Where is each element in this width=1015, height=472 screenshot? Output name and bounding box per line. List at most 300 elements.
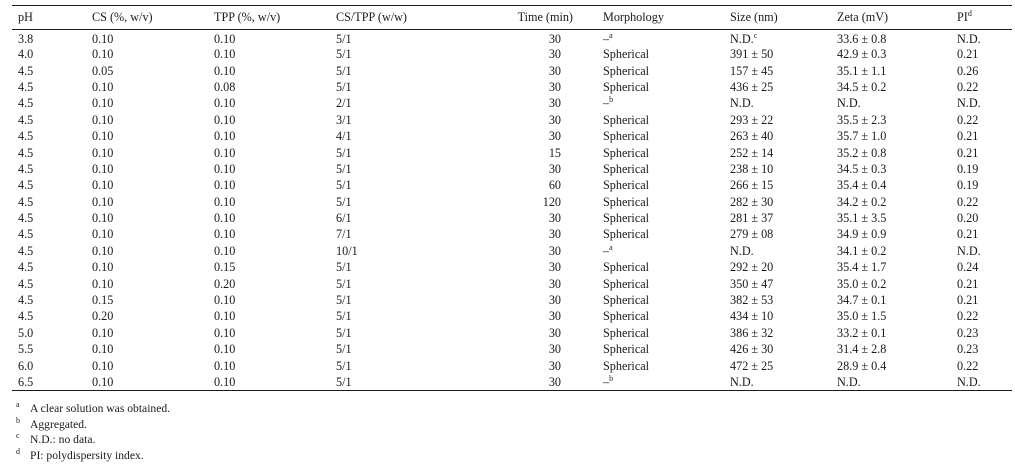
cell-ratio-text: 5/1 [336, 145, 352, 160]
cell-zeta-text: 35.1 ± 1.1 [837, 63, 887, 78]
cell-tpp-text: 0.10 [214, 145, 236, 160]
header-ratio: CS/TPP (w/w) [330, 6, 472, 30]
cell-pi-text: N.D. [957, 374, 981, 389]
cell-zeta [831, 243, 951, 259]
cell-tpp [208, 226, 330, 242]
cell-size-text: 472 ± 25 [730, 358, 774, 373]
cell-time [472, 243, 597, 259]
cell-ph-text: 4.5 [18, 260, 34, 275]
footnote-mark: d [967, 8, 972, 18]
cell-cs-text: 0.10 [92, 145, 114, 160]
cell-time-text: 30 [548, 227, 561, 242]
cell-cs [86, 226, 208, 242]
cell-morphology [597, 144, 724, 160]
cell-zeta [831, 194, 951, 210]
cell-cs [86, 95, 208, 111]
cell-pi [951, 292, 1012, 308]
cell-pi [951, 177, 1012, 193]
cell-cs-text: 0.10 [92, 325, 114, 340]
footnote-mark: a [609, 30, 613, 40]
cell-time [472, 128, 597, 144]
cell-ph [12, 46, 86, 62]
cell-pi [951, 210, 1012, 226]
cell-ph [12, 292, 86, 308]
cell-pi-text: 0.20 [957, 211, 979, 226]
table-row [12, 112, 1012, 128]
cell-ph [12, 275, 86, 291]
cell-tpp [208, 46, 330, 62]
cell-cs [86, 210, 208, 226]
footnote-text: Aggregated. [30, 417, 87, 431]
cell-time [472, 325, 597, 341]
cell-cs [86, 275, 208, 291]
cell-ratio [330, 46, 472, 62]
cell-morphology-text: Spherical [603, 358, 650, 373]
cell-time-text: 30 [548, 325, 561, 340]
cell-cs-text: 0.10 [92, 227, 114, 242]
cell-ratio [330, 210, 472, 226]
cell-pi [951, 357, 1012, 373]
cell-size-text: 293 ± 22 [730, 112, 774, 127]
cell-time [472, 30, 597, 47]
cell-zeta [831, 128, 951, 144]
cell-size [724, 161, 831, 177]
cell-zeta-text: 34.7 ± 0.1 [837, 293, 887, 308]
cell-ratio-text: 5/1 [336, 47, 352, 62]
cell-zeta [831, 30, 951, 47]
footnote-text: A clear solution was obtained. [30, 402, 171, 415]
footnote-text: N.D.: no data. [30, 433, 96, 447]
cell-pi [951, 275, 1012, 291]
cell-ratio [330, 95, 472, 111]
cell-pi [951, 259, 1012, 275]
cell-time [472, 341, 597, 357]
table-row [12, 95, 1012, 111]
cell-ph [12, 30, 86, 47]
cell-morphology-text: Spherical [603, 47, 650, 62]
cell-zeta [831, 292, 951, 308]
cell-time-text: 30 [548, 276, 561, 291]
table-row [12, 275, 1012, 291]
cell-zeta-text: 35.0 ± 0.2 [837, 276, 887, 291]
cell-pi [951, 62, 1012, 78]
cell-ph [12, 374, 86, 390]
cell-size [724, 194, 831, 210]
cell-zeta [831, 177, 951, 193]
cell-pi [951, 194, 1012, 210]
cell-ratio [330, 243, 472, 259]
cell-ph [12, 243, 86, 259]
cell-size-text: 434 ± 10 [730, 309, 774, 324]
cell-zeta [831, 62, 951, 78]
cell-morphology-text: Spherical [603, 211, 650, 226]
cell-zeta [831, 325, 951, 341]
cell-tpp [208, 144, 330, 160]
cell-tpp-text: 0.10 [214, 309, 236, 324]
cell-ratio [330, 30, 472, 47]
cell-morphology [597, 194, 724, 210]
cell-cs-text: 0.10 [92, 342, 114, 357]
cell-size-text: 391 ± 50 [730, 47, 774, 62]
cell-morphology-text: Spherical [603, 194, 650, 209]
table-row [12, 210, 1012, 226]
cell-pi [951, 243, 1012, 259]
cell-ph-text: 4.0 [18, 47, 34, 62]
cell-tpp-text: 0.10 [214, 47, 236, 62]
cell-morphology [597, 325, 724, 341]
cell-ph-text: 4.5 [18, 276, 34, 291]
cell-morphology-text: – [603, 32, 610, 46]
cell-tpp-text: 0.10 [214, 358, 236, 373]
cell-cs [86, 292, 208, 308]
cell-tpp-text: 0.10 [214, 325, 236, 340]
cell-ratio [330, 144, 472, 160]
cell-morphology-text: Spherical [603, 112, 650, 127]
cell-cs-text: 0.10 [92, 194, 114, 209]
cell-size-text: N.D. [730, 32, 754, 46]
cell-tpp-text: 0.10 [214, 112, 236, 127]
cell-size [724, 95, 831, 111]
cell-zeta [831, 275, 951, 291]
cell-pi [951, 341, 1012, 357]
cell-zeta [831, 144, 951, 160]
table-row [12, 128, 1012, 144]
cell-ph [12, 259, 86, 275]
table-row [12, 62, 1012, 78]
cell-ph [12, 144, 86, 160]
cell-time-text: 30 [548, 293, 561, 308]
cell-morphology-text: Spherical [603, 161, 650, 176]
cell-pi-text: 0.19 [957, 178, 979, 193]
cell-time-text: 30 [548, 211, 561, 226]
cell-ratio-text: 6/1 [336, 211, 352, 226]
cell-cs [86, 46, 208, 62]
cell-morphology-text: Spherical [603, 293, 650, 308]
header-time: Time (min) [472, 6, 597, 30]
cell-pi-text: 0.22 [957, 112, 979, 127]
cell-morphology-text: Spherical [603, 79, 650, 94]
cell-size-text: 263 ± 40 [730, 129, 774, 144]
cell-morphology [597, 308, 724, 324]
cell-ph-text: 4.5 [18, 96, 34, 111]
cell-size [724, 177, 831, 193]
cell-morphology-text: Spherical [603, 276, 650, 291]
cell-cs [86, 30, 208, 47]
cell-tpp-text: 0.10 [214, 96, 236, 111]
cell-tpp [208, 210, 330, 226]
cell-size [724, 144, 831, 160]
cell-ratio [330, 62, 472, 78]
cell-morphology [597, 275, 724, 291]
cell-ratio [330, 112, 472, 128]
cell-time [472, 292, 597, 308]
cell-ratio-text: 5/1 [336, 178, 352, 193]
cell-morphology [597, 128, 724, 144]
cell-size-text: N.D. [730, 374, 754, 389]
cell-tpp [208, 243, 330, 259]
header-zeta: Zeta (mV) [831, 6, 951, 30]
header-pi-label: PI [957, 10, 968, 24]
cell-time-text: 120 [542, 194, 561, 209]
cell-time-text: 30 [548, 47, 561, 62]
table-row [12, 374, 1012, 390]
cell-ph-text: 5.0 [18, 325, 34, 340]
cell-size [724, 325, 831, 341]
cell-cs [86, 144, 208, 160]
cell-cs-text: 0.10 [92, 178, 114, 193]
cell-pi [951, 95, 1012, 111]
cell-cs [86, 62, 208, 78]
cell-tpp-text: 0.10 [214, 374, 236, 389]
cell-time-text: 30 [548, 358, 561, 373]
cell-zeta [831, 161, 951, 177]
cell-zeta-text: 28.9 ± 0.4 [837, 358, 887, 373]
cell-time-text: 30 [548, 129, 561, 144]
cell-ph-text: 4.5 [18, 63, 34, 78]
cell-morphology [597, 357, 724, 373]
cell-tpp [208, 128, 330, 144]
cell-tpp [208, 112, 330, 128]
cell-morphology-text: – [603, 243, 610, 258]
cell-tpp-text: 0.10 [214, 63, 236, 78]
cell-ph-text: 4.5 [18, 129, 34, 144]
header-row [12, 6, 1012, 30]
cell-zeta-text: 33.6 ± 0.8 [837, 32, 887, 46]
footnote-mark: a [609, 242, 613, 252]
cell-ph [12, 210, 86, 226]
cell-cs-text: 0.10 [92, 260, 114, 275]
cell-tpp-text: 0.10 [214, 129, 236, 144]
cell-time-text: 30 [548, 342, 561, 357]
cell-pi-text: 0.21 [957, 227, 979, 242]
cell-tpp [208, 62, 330, 78]
cell-size-text: 281 ± 37 [730, 211, 774, 226]
cell-morphology-text: Spherical [603, 260, 650, 275]
cell-zeta-text: N.D. [837, 374, 861, 389]
cell-time-text: 60 [548, 178, 561, 193]
cell-cs-text: 0.15 [92, 293, 114, 308]
cell-pi [951, 161, 1012, 177]
table-row [12, 177, 1012, 193]
cell-morphology [597, 95, 724, 111]
cell-time-text: 30 [548, 63, 561, 78]
cell-cs-text: 0.10 [92, 96, 114, 111]
cell-ratio [330, 325, 472, 341]
cell-zeta-text: 35.4 ± 0.4 [837, 178, 887, 193]
cell-ph-text: 4.5 [18, 112, 34, 127]
header-tpp: TPP (%, w/v) [208, 6, 330, 30]
cell-zeta [831, 226, 951, 242]
cell-tpp [208, 275, 330, 291]
cell-time [472, 259, 597, 275]
cell-cs-text: 0.10 [92, 358, 114, 373]
cell-ph-text: 4.5 [18, 178, 34, 193]
cell-morphology-text: – [603, 96, 610, 111]
cell-time [472, 177, 597, 193]
cell-morphology [597, 46, 724, 62]
footnote-mark: b [609, 373, 614, 383]
cell-ratio [330, 341, 472, 357]
cell-zeta [831, 357, 951, 373]
cell-tpp [208, 259, 330, 275]
cell-pi-text: 0.21 [957, 145, 979, 160]
cell-size [724, 112, 831, 128]
footnote: $^b$ Aggregated. [16, 415, 87, 431]
cell-pi-text: 0.21 [957, 47, 979, 62]
cell-pi-text: 0.22 [957, 309, 979, 324]
cell-ph [12, 95, 86, 111]
cell-cs-text: 0.10 [92, 211, 114, 226]
cell-pi [951, 128, 1012, 144]
cell-pi-text: 0.23 [957, 325, 979, 340]
cell-ratio-text: 5/1 [336, 342, 352, 357]
table-row [12, 243, 1012, 259]
cell-cs-text: 0.10 [92, 112, 114, 127]
cell-pi-text: 0.21 [957, 276, 979, 291]
cell-pi [951, 79, 1012, 95]
cell-morphology [597, 210, 724, 226]
cell-size [724, 128, 831, 144]
cell-morphology-text: Spherical [603, 145, 650, 160]
footnote-mark: b [609, 95, 614, 105]
cell-pi [951, 325, 1012, 341]
cell-time-text: 30 [548, 243, 561, 258]
cell-ph-text: 4.5 [18, 145, 34, 160]
cell-size-text: N.D. [730, 96, 754, 111]
cell-time-text: 30 [548, 112, 561, 127]
cell-ph [12, 79, 86, 95]
cell-morphology [597, 341, 724, 357]
cell-time-text: 30 [548, 79, 561, 94]
cell-cs [86, 374, 208, 390]
cell-ph [12, 128, 86, 144]
cell-morphology [597, 62, 724, 78]
header-morphology: Morphology [597, 6, 724, 30]
cell-tpp [208, 194, 330, 210]
cell-zeta-text: 34.1 ± 0.2 [837, 243, 887, 258]
cell-morphology [597, 161, 724, 177]
cell-pi-text: 0.23 [957, 342, 979, 357]
cell-cs-text: 0.10 [92, 32, 114, 46]
cell-morphology [597, 226, 724, 242]
cell-tpp [208, 374, 330, 390]
cell-cs [86, 177, 208, 193]
cell-ph [12, 341, 86, 357]
cell-ph-text: 5.5 [18, 342, 34, 357]
cell-size-text: 266 ± 15 [730, 178, 774, 193]
table-row [12, 161, 1012, 177]
cell-zeta-text: 34.5 ± 0.3 [837, 161, 887, 176]
cell-ratio-text: 5/1 [336, 161, 352, 176]
cell-time-text: 30 [548, 260, 561, 275]
table-row [12, 259, 1012, 275]
cell-pi [951, 112, 1012, 128]
cell-pi-text: 0.19 [957, 161, 979, 176]
cell-time [472, 62, 597, 78]
cell-zeta-text: 42.9 ± 0.3 [837, 47, 887, 62]
cell-ph [12, 308, 86, 324]
cell-time [472, 161, 597, 177]
cell-cs [86, 128, 208, 144]
cell-time-text: 30 [548, 161, 561, 176]
cell-pi-text: 0.22 [957, 358, 979, 373]
cell-ratio [330, 374, 472, 390]
cell-pi-text: 0.22 [957, 79, 979, 94]
cell-tpp [208, 177, 330, 193]
cell-zeta [831, 308, 951, 324]
cell-size [724, 308, 831, 324]
cell-size-text: 436 ± 25 [730, 79, 774, 94]
cell-size [724, 210, 831, 226]
cell-tpp-text: 0.20 [214, 276, 236, 291]
table-row [12, 357, 1012, 373]
cell-cs [86, 194, 208, 210]
cell-zeta [831, 341, 951, 357]
cell-cs-text: 0.05 [92, 63, 114, 78]
cell-time [472, 79, 597, 95]
cell-tpp-text: 0.10 [214, 178, 236, 193]
header-pi [951, 6, 1012, 30]
cell-morphology [597, 177, 724, 193]
cell-ratio-text: 5/1 [336, 374, 352, 389]
cell-tpp [208, 161, 330, 177]
cell-ph [12, 62, 86, 78]
cell-pi [951, 374, 1012, 390]
cell-time-text: 30 [548, 32, 561, 46]
cell-time-text: 30 [548, 96, 561, 111]
cell-time [472, 144, 597, 160]
cell-zeta-text: 35.2 ± 0.8 [837, 145, 887, 160]
cell-morphology [597, 112, 724, 128]
cell-cs [86, 243, 208, 259]
cell-zeta [831, 259, 951, 275]
cell-tpp-text: 0.10 [214, 211, 236, 226]
cell-size [724, 46, 831, 62]
cell-ph-text: 4.5 [18, 309, 34, 324]
cell-morphology-text: Spherical [603, 227, 650, 242]
cell-size-text: 350 ± 47 [730, 276, 774, 291]
cell-tpp-text: 0.15 [214, 260, 236, 275]
cell-ph [12, 357, 86, 373]
cell-cs-text: 0.10 [92, 161, 114, 176]
cell-ph-text: 4.5 [18, 194, 34, 209]
cell-ratio [330, 357, 472, 373]
cell-time [472, 308, 597, 324]
cell-size-text: 386 ± 32 [730, 325, 774, 340]
cell-ratio-text: 10/1 [336, 243, 358, 258]
cell-pi [951, 46, 1012, 62]
header-size: Size (nm) [724, 6, 831, 30]
cell-morphology-text: Spherical [603, 309, 650, 324]
cell-zeta [831, 46, 951, 62]
cell-zeta-text: 34.9 ± 0.9 [837, 227, 887, 242]
cell-zeta [831, 210, 951, 226]
cell-zeta [831, 95, 951, 111]
table-row [12, 144, 1012, 160]
cell-zeta-text: 35.7 ± 1.0 [837, 129, 887, 144]
cell-cs [86, 357, 208, 373]
cell-morphology-text: Spherical [603, 178, 650, 193]
cell-morphology [597, 259, 724, 275]
cell-pi-text: 0.26 [957, 63, 979, 78]
cell-ratio [330, 161, 472, 177]
footnote: $^c$ N.D.: no data. [16, 431, 96, 447]
cell-ratio-text: 5/1 [336, 260, 352, 275]
cell-cs-text: 0.10 [92, 243, 114, 258]
cell-zeta [831, 374, 951, 390]
cell-tpp-text: 0.10 [214, 32, 236, 46]
cell-cs-text: 0.20 [92, 309, 114, 324]
